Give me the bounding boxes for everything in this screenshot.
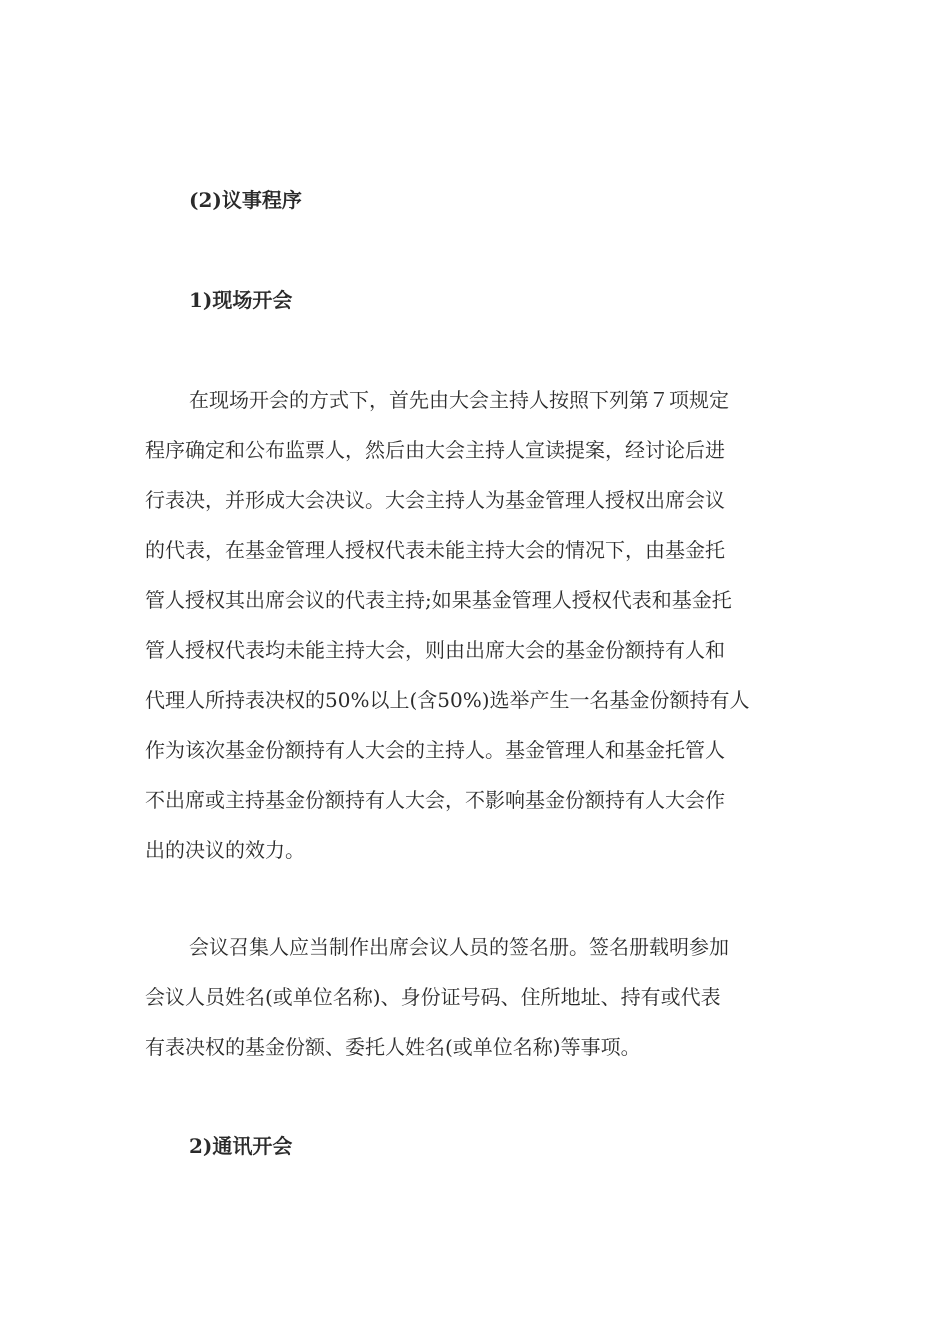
paragraph-line: 在现场开会的方式下，首先由大会主持人按照下列第７项规定 (189, 388, 729, 412)
paragraph-sign-in-register (145, 922, 805, 1072)
paragraph-line: 不出席或主持基金份额持有人大会，不影响基金份额持有人大会作 (145, 788, 725, 812)
paragraph-line: 代理人所持表决权的50%以上(含50%)选举产生一名基金份额持有人 (145, 688, 750, 712)
heading-communication-meeting: 2)通讯开会 (189, 1134, 293, 1158)
heading-procedure: (2)议事程序 (189, 188, 302, 212)
paragraph-line: 会议召集人应当制作出席会议人员的签名册。签名册载明参加 (189, 935, 729, 959)
paragraph-line: 的代表，在基金管理人授权代表未能主持大会的情况下，由基金托 (145, 538, 725, 562)
paragraph-line: 程序确定和公布监票人，然后由大会主持人宣读提案，经讨论后进 (145, 438, 725, 462)
heading-onsite-meeting: 1)现场开会 (189, 288, 293, 312)
paragraph-line: 管人授权其出席会议的代表主持;如果基金管理人授权代表和基金托 (145, 588, 732, 612)
paragraph-line: 出的决议的效力。 (145, 838, 305, 862)
paragraph-onsite-procedure (145, 375, 805, 875)
paragraph-line: 会议人员姓名(或单位名称)、身份证号码、住所地址、持有或代表 (145, 985, 721, 1009)
paragraph-line: 行表决，并形成大会决议。大会主持人为基金管理人授权出席会议 (145, 488, 725, 512)
paragraph-line: 有表决权的基金份额、委托人姓名(或单位名称)等事项。 (145, 1035, 641, 1059)
paragraph-line: 管人授权代表均未能主持大会，则由出席大会的基金份额持有人和 (145, 638, 725, 662)
paragraph-line: 作为该次基金份额持有人大会的主持人。基金管理人和基金托管人 (145, 738, 725, 762)
